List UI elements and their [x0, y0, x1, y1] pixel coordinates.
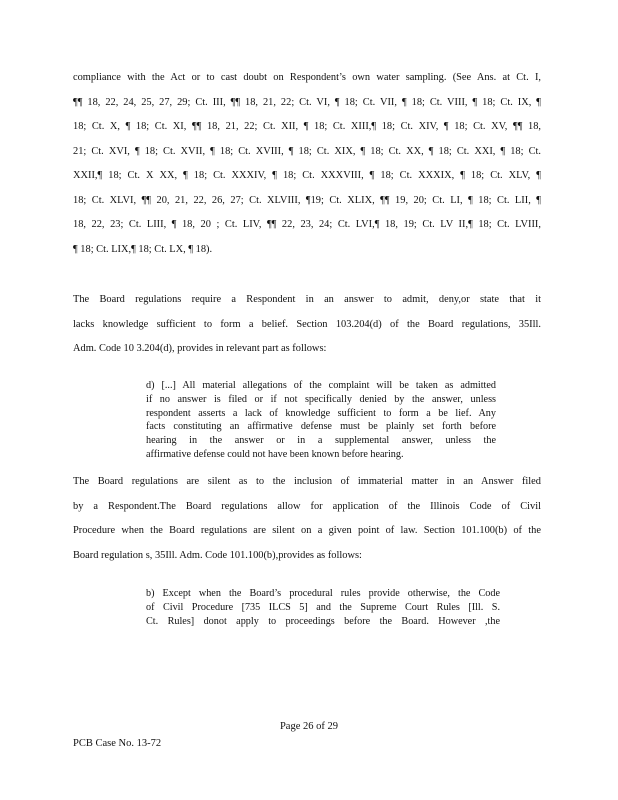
block-quote-101-100b	[146, 587, 500, 628]
paragraph-board-regulations-answer	[73, 288, 541, 362]
quote-line: respondent asserts a lack of knowledge sufficient to form a be lief. Any	[146, 407, 496, 419]
text-line: Adm. Code 10 3.204(d), provides in relevant part as follows:	[73, 343, 327, 354]
text-line: ¶¶ 18, 22, 24, 25, 27, 29; Ct. III, ¶¶ 18, 21, 22; Ct. VI, ¶ 18; Ct. VII, ¶ 18; Ct. VIII, ¶ 18; Ct. IX, ¶	[73, 96, 541, 108]
quote-line: of Civil Procedure [735 ILCS 5] and the Supreme Court Rules [Ill. S.	[146, 601, 500, 613]
paragraph-board-regulations-silent	[73, 470, 541, 568]
text-line: 18; Ct. X, ¶ 18; Ct. XI, ¶¶ 18, 21, 22; Ct. XII, ¶ 18; Ct. XIII,¶ 18; Ct. XIV, ¶ 18; Ct. XV, ¶¶ 18,	[73, 121, 541, 132]
text-line: compliance with the Act or to cast doubt on Respondent’s own water sampling. (See Ans. at Ct. I,	[73, 72, 541, 83]
text-line: The Board regulations are silent as to the inclusion of immaterial matter in an Answer filed	[73, 476, 541, 487]
block-quote-103-204d	[146, 379, 496, 462]
text-line: XXII,¶ 18; Ct. X XX, ¶ 18; Ct. XXXIV, ¶ 18; Ct. XXXVIII, ¶ 18; Ct. XXXIX, ¶ 18; Ct. XLV, ¶	[73, 170, 541, 181]
text-line: 18; Ct. XLVI, ¶¶ 20, 21, 22, 26, 27; Ct. XLVIII, ¶19; Ct. XLIX, ¶¶ 19, 20; Ct. LI, ¶ 18; Ct. LII, ¶	[73, 194, 541, 206]
quote-line: d) [...] All material allegations of the complaint will be taken as admitted	[146, 380, 496, 391]
quote-line: b) Except when the Board’s procedural rules provide otherwise, the Code	[146, 588, 500, 599]
paragraph-answer-citations	[73, 66, 541, 262]
text-line: The Board regulations require a Respondent in an answer to admit, deny,or state that it	[73, 294, 541, 305]
text-line: lacks knowledge sufficient to form a belief. Section 103.204(d) of the Board regulations, 35Ill.	[73, 318, 541, 330]
text-line: 18, 22, 23; Ct. LIII, ¶ 18, 20 ; Ct. LIV, ¶¶ 22, 23, 24; Ct. LVI,¶ 18, 19; Ct. LV II,¶ 18; Ct. LVIII,	[73, 219, 541, 230]
text-line: Board regulation s, 35Ill. Adm. Code 101.100(b),provides as follows:	[73, 549, 362, 561]
text-line: by a Respondent.The Board regulations allow for application of the Illinois Code of Civil	[73, 500, 541, 512]
text-line: Procedure when the Board regulations are silent on a given point of law. Section 101.100(b) of the	[73, 525, 541, 536]
text-line: ¶ 18; Ct. LIX,¶ 18; Ct. LX, ¶ 18).	[73, 243, 213, 255]
text-line: 21; Ct. XVI, ¶ 18; Ct. XVII, ¶ 18; Ct. XVIII, ¶ 18; Ct. XIX, ¶ 18; Ct. XX, ¶ 18; Ct. XXI, ¶ 18; Ct.	[73, 145, 541, 157]
quote-line: if no answer is filed or if not specifically denied by the answer, unless	[146, 393, 496, 405]
quote-line: Ct. Rules] donot apply to proceedings before the Board. However ,the	[146, 615, 500, 627]
quote-line: hearing in the answer or in a supplemental answer, unless the	[146, 435, 496, 447]
page-number: Page 26 of 29	[279, 721, 339, 732]
case-number: PCB Case No. 13-72	[73, 738, 162, 749]
quote-line: affirmative defense could not have been known before hearing.	[146, 448, 404, 460]
quote-line: facts constituting an affirmative defense must be plainly set forth before	[146, 421, 496, 433]
